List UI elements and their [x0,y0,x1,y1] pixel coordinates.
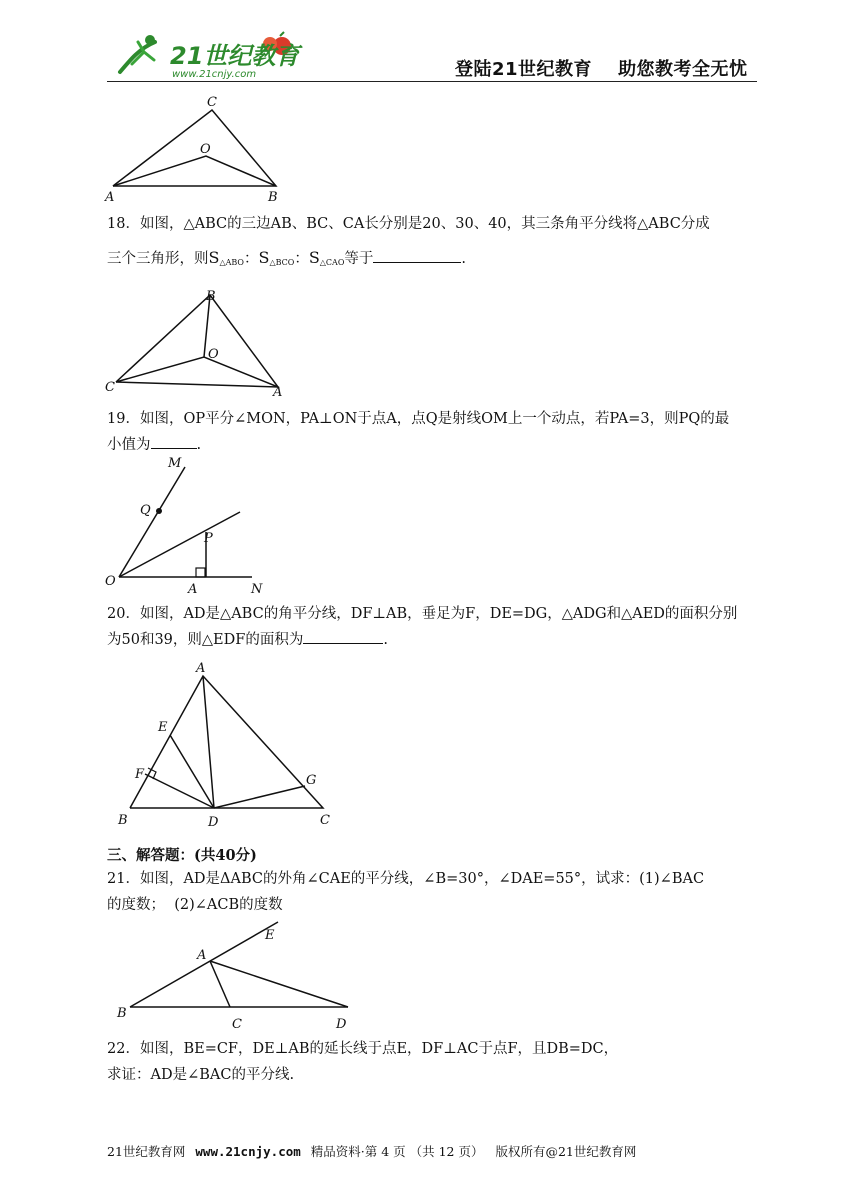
q20-end: . [383,632,388,648]
figure-21-triangle [110,915,370,1035]
q22-line1: 22．如图，BE=CF，DE⊥AB的延长线于点E，DF⊥AC于点F，且DB=DC， [107,1041,619,1057]
q19-answer-blank[interactable] [151,434,197,449]
question-21 [107,866,757,918]
q18-s3: S [308,248,320,267]
fig20-label-b: B [118,813,128,828]
fig21-label-a: A [197,948,207,963]
q20-line2 [107,627,757,653]
q18-s1: S [208,248,220,267]
q19-text: 小值为 [107,437,151,453]
fig19-label-q: Q [140,503,151,518]
q20-line1: 20．如图，AD是△ABC的角平分线，DF⊥AB，垂足为F，DE=DG，△ADG和△AED的面积分别 [107,606,738,622]
fig20-label-e: E [158,720,168,735]
q22-line2: 求证：AD是∠BAC的平分线. [107,1067,295,1083]
fig21-label-d: D [336,1017,347,1032]
fig17-label-c: C [207,95,217,110]
figure-17-triangle [100,90,300,205]
q18-text-end: 等于 [344,251,374,267]
q18-answer-blank[interactable] [373,248,461,263]
q18-sep2: ： [294,251,309,267]
fig17-label-a: A [105,190,115,205]
q18-line1: 18．如图，△ABC的三边AB、BC、CA长分别是20、30、40，其三条角平分线将△ABC分成 [107,216,710,232]
fig20-label-f: F [135,767,145,782]
question-20 [107,601,757,653]
logo-url: www.21cnjy.com [172,69,257,80]
fig19-label-a: A [188,582,198,597]
figure-18-triangle [100,285,300,400]
slogan-right: 助您教考全无忧 [618,59,748,80]
question-18 [107,211,757,276]
fig19-label-o: O [105,574,116,589]
q21-line2: 的度数； (2)∠ACB的度数 [107,897,283,913]
fig18-label-b: B [206,289,216,304]
fig20-label-g: G [306,773,317,788]
q18-end: . [461,251,466,267]
q21-line1: 21．如图，AD是ΔABC的外角∠CAE的平分线，∠B=30°，∠DAE=55°，试求：(1)∠BAC [107,871,705,887]
footer-site-url[interactable]: www.21cnjy.com [195,1144,301,1159]
fig17-label-o: O [200,142,211,157]
logo-graphic [110,30,310,80]
fig20-label-a: A [196,661,206,676]
fig21-label-e: E [265,928,275,943]
fig19-label-n: N [251,582,263,597]
fig18-label-o: O [208,347,219,362]
q18-text-start: 三个三角形，则 [107,251,209,267]
fig18-label-c: C [105,380,115,395]
q19-end: . [196,437,202,453]
logo-text: 21世纪教育 [170,42,300,70]
q18-s2-sub: △BCO [269,258,295,267]
q18-line2 [107,245,757,276]
figure-20-triangle [110,658,350,833]
footer-site-name: 21世纪教育网 [107,1144,186,1159]
slogan-left: 登陆21世纪教育 [455,59,593,80]
q20-text: 为50和39，则△EDF的面积为 [107,632,304,648]
fig19-label-p: P [204,531,213,546]
header-slogan [455,55,748,81]
header-divider [107,81,757,82]
site-logo [110,30,310,80]
fig21-label-c: C [232,1017,242,1032]
fig17-label-b: B [268,190,278,205]
page-footer [107,1142,757,1160]
fig20-label-d: D [208,815,219,830]
fig21-label-b: B [117,1006,127,1021]
q19-line1: 19．如图，OP平分∠MON，PA⊥ON于点A，点Q是射线OM上一个动点，若PA=3，则PQ的最 [107,411,730,427]
question-22 [107,1036,757,1088]
fig18-label-a: A [273,385,283,400]
q18-s2: S [258,248,270,267]
footer-page-info: 精品资料·第 4 页 （共 12 页） [310,1144,484,1159]
figure-19-angle [100,450,270,600]
footer-copyright: 版权所有@21世纪教育网 [495,1144,637,1159]
section-3-title: 三、解答题：(共40分) [107,847,257,864]
q18-sep1: ： [243,251,259,267]
q18-s1-sub: △ABO [219,258,244,267]
fig19-label-m: M [168,456,182,471]
q20-answer-blank[interactable] [303,629,383,644]
q18-s3-sub: △CAO [319,258,345,267]
fig20-label-c: C [320,813,330,828]
